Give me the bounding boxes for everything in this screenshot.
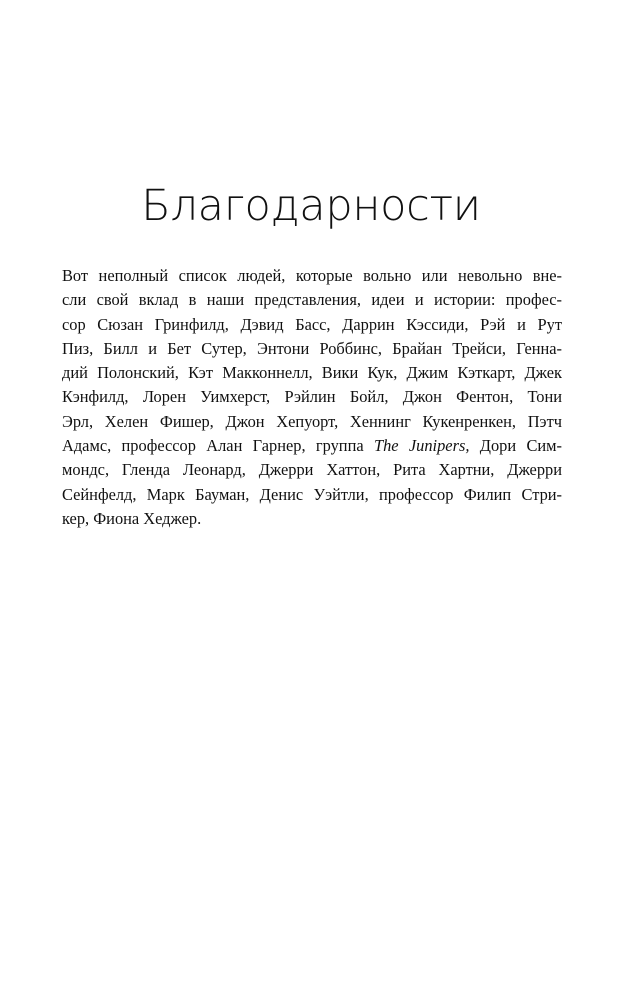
line-text: Адамс, профессор Алан Гарнер, группа (62, 436, 374, 456)
acknowledgements-paragraph (62, 264, 562, 531)
paragraph-line (62, 434, 562, 458)
page-title: Благодарности (141, 181, 481, 231)
line-text: Дори Сим- (469, 436, 563, 456)
paragraph-line: Кэнфилд, Лорен Уимхерст, Рэйлин Бойл, Джон Фентон, Тони (62, 387, 562, 407)
paragraph-line: кер, Фиона Хеджер. (62, 508, 202, 528)
paragraph-line: Эрл, Хелен Фишер, Джон Хепуорт, Хеннинг Кукенренкен, Пэтч (62, 411, 562, 431)
paragraph-line: сли свой вклад в наши представления, идеи и истории: профес- (62, 290, 562, 310)
paragraph-line: Пиз, Билл и Бет Сутер, Энтони Роббинс, Брайан Трейси, Генна- (62, 338, 562, 358)
paragraph-line: Сейнфелд, Марк Бауман, Денис Уэйтли, профессор Филип Стри- (62, 484, 562, 504)
band-name: The Junipers, (373, 436, 470, 456)
paragraph-line: Вот неполный список людей, которые вольно или невольно вне- (62, 266, 562, 285)
paragraph-line: сор Сюзан Гринфилд, Дэвид Басс, Даррин Кэссиди, Рэй и Рут (62, 314, 562, 334)
paragraph-line: мондс, Гленда Леонард, Джерри Хаттон, Рита Хартни, Джерри (62, 460, 562, 480)
paragraph-line: дий Полонский, Кэт Макконнелл, Вики Кук, Джим Кэткарт, Джек (62, 363, 562, 383)
